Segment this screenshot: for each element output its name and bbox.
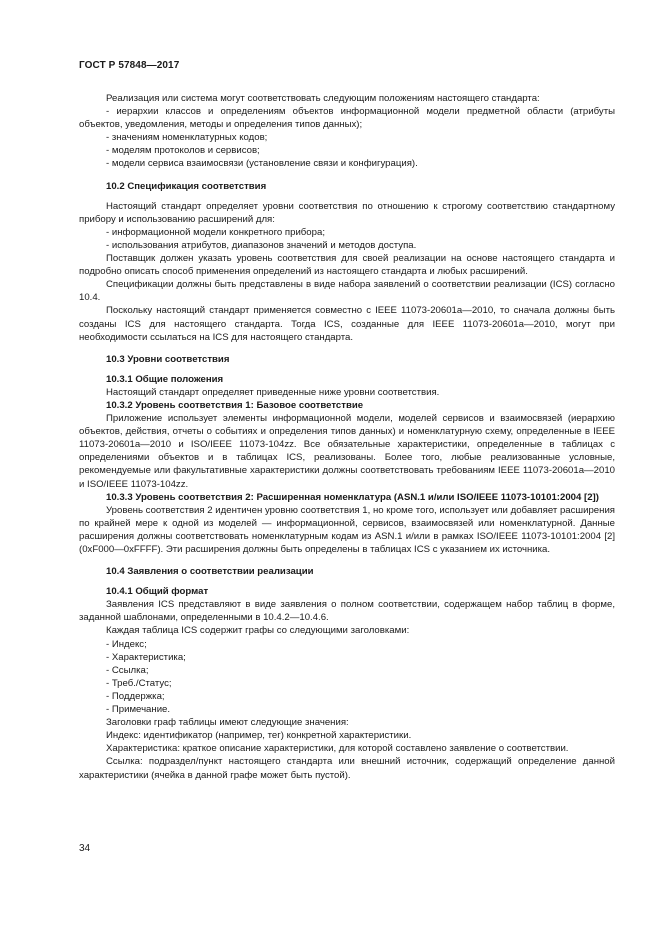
paragraph: Поскольку настоящий стандарт применяется совместно с IEEE 11073-20601a—2010, то сначала должны быть созданы ICS для настоящего стандарта. Тогда ICS, созданные для IEEE 11073-20601a—2010, могут при необходимости ссылаться на ICS для настоящего стандарта. bbox=[79, 305, 615, 343]
list-item: - Ссылка; bbox=[106, 664, 149, 676]
section-heading-10-3: 10.3 Уровни соответствия bbox=[106, 353, 230, 365]
list-item: - информационной модели конкретного прибора; bbox=[106, 226, 325, 238]
paragraph: Приложение использует элементы информационной модели, моделей сервисов и взаимосвязей (иерархию объектов, действия, отчеты о событиях и определения типов данных) и номенклатурную схему, определенные в IEEE 11073-20601a—2010 и ISO/IEEE 11073-104zz. Все обязательные характеристики, определенные в таблицах с определениями объектов и в таблицах ICS, реализованы. Более того, любые реализованные условные, рекомендуемые или факультативные характеристики должны соответствовать требованиям IEEE 11073-20601a—2010 и ISO/IEEE 11073-104zz. bbox=[79, 413, 615, 490]
list-item: - значениям номенклатурных кодов; bbox=[106, 132, 268, 144]
paragraph: Каждая таблица ICS содержит графы со следующими заголовками: bbox=[106, 625, 410, 637]
subsection-heading: 10.4.1 Общий формат bbox=[106, 586, 209, 598]
list-item: - Поддержка; bbox=[106, 690, 165, 702]
paragraph: Спецификации должны быть представлены в виде набора заявлений о соответствии реализации (ICS) согласно 10.4. bbox=[79, 279, 615, 304]
paragraph: Заявления ICS представляют в виде заявления о полном соответствии, содержащем набор таблиц в форме, заданной шаблонами, определенными в 10.4.2—10.4.6. bbox=[79, 599, 615, 624]
paragraph: Настоящий стандарт определяет уровни соответствия по отношению к строгому соответствию стандартному прибору и использованию расширений для: bbox=[79, 200, 615, 225]
paragraph: Заголовки граф таблицы имеют следующие значения: bbox=[106, 717, 349, 729]
list-item: - Индекс; bbox=[106, 638, 147, 650]
paragraph: Ссылка: подраздел/пункт настоящего стандарта или внешний источник, содержащий определение данной характеристики (ячейка в данной графе может быть пустой). bbox=[79, 756, 615, 781]
document-header: ГОСТ Р 57848—2017 bbox=[79, 60, 180, 71]
paragraph: Характеристика: краткое описание характеристики, для которой составлено заявление о соответствии. bbox=[106, 743, 569, 755]
section-heading-10-2: 10.2 Спецификация соответствия bbox=[106, 180, 267, 192]
section-heading-10-4: 10.4 Заявления о соответствии реализации bbox=[106, 566, 314, 578]
list-item: - иерархии классов и определениям объектов информационной модели предметной области (атрибуты объектов, уведомления, методы и определения типов данных); bbox=[79, 106, 615, 131]
paragraph: Уровень соответствия 2 идентичен уровню соответствия 1, но кроме того, использует или добавляет расширения по крайней мере к одной из моделей — информационной, сервисов, взаимосвязей или номенклатурной. Данные расширения должны соответствовать номенклатурным кодам из ASN.1 и/или в рамках ISO/IEEE 11073-10101:2004 [2] (0xF000—0xFFFF). Эти расширения должны быть определены в таблицах ICS с указанием их источника. bbox=[79, 504, 615, 555]
list-item: - Треб./Статус; bbox=[106, 677, 172, 689]
list-item: - Характеристика; bbox=[106, 651, 186, 663]
list-item: - модели сервиса взаимосвязи (установление связи и конфигурация). bbox=[106, 158, 418, 170]
subsection-heading: 10.3.2 Уровень соответствия 1: Базовое соответствие bbox=[106, 399, 364, 411]
list-item: - моделям протоколов и сервисов; bbox=[106, 145, 260, 157]
page-number: 34 bbox=[79, 843, 91, 854]
list-item: - Примечание. bbox=[106, 704, 171, 716]
list-item: - использования атрибутов, диапазонов значений и методов доступа. bbox=[106, 239, 417, 251]
paragraph: Индекс: идентификатор (например, тег) конкретной характеристики. bbox=[106, 730, 412, 742]
subsection-heading: 10.3.1 Общие положения bbox=[106, 373, 224, 385]
paragraph: Настоящий стандарт определяет приведенные ниже уровни соответствия. bbox=[106, 386, 440, 398]
page-content bbox=[79, 92, 615, 782]
paragraph: Поставщик должен указать уровень соответствия для своей реализации на основе настоящего стандарта и подробно описать способ применения определений из настоящего стандарта и любых расширений. bbox=[79, 253, 615, 278]
paragraph: Реализация или система могут соответствовать следующим положениям настоящего стандарта: bbox=[106, 93, 540, 104]
subsection-heading: 10.3.3 Уровень соответствия 2: Расширенная номенклатура (ASN.1 и/или ISO/IEEE 11073-10101:2004 [2]) bbox=[106, 491, 599, 503]
